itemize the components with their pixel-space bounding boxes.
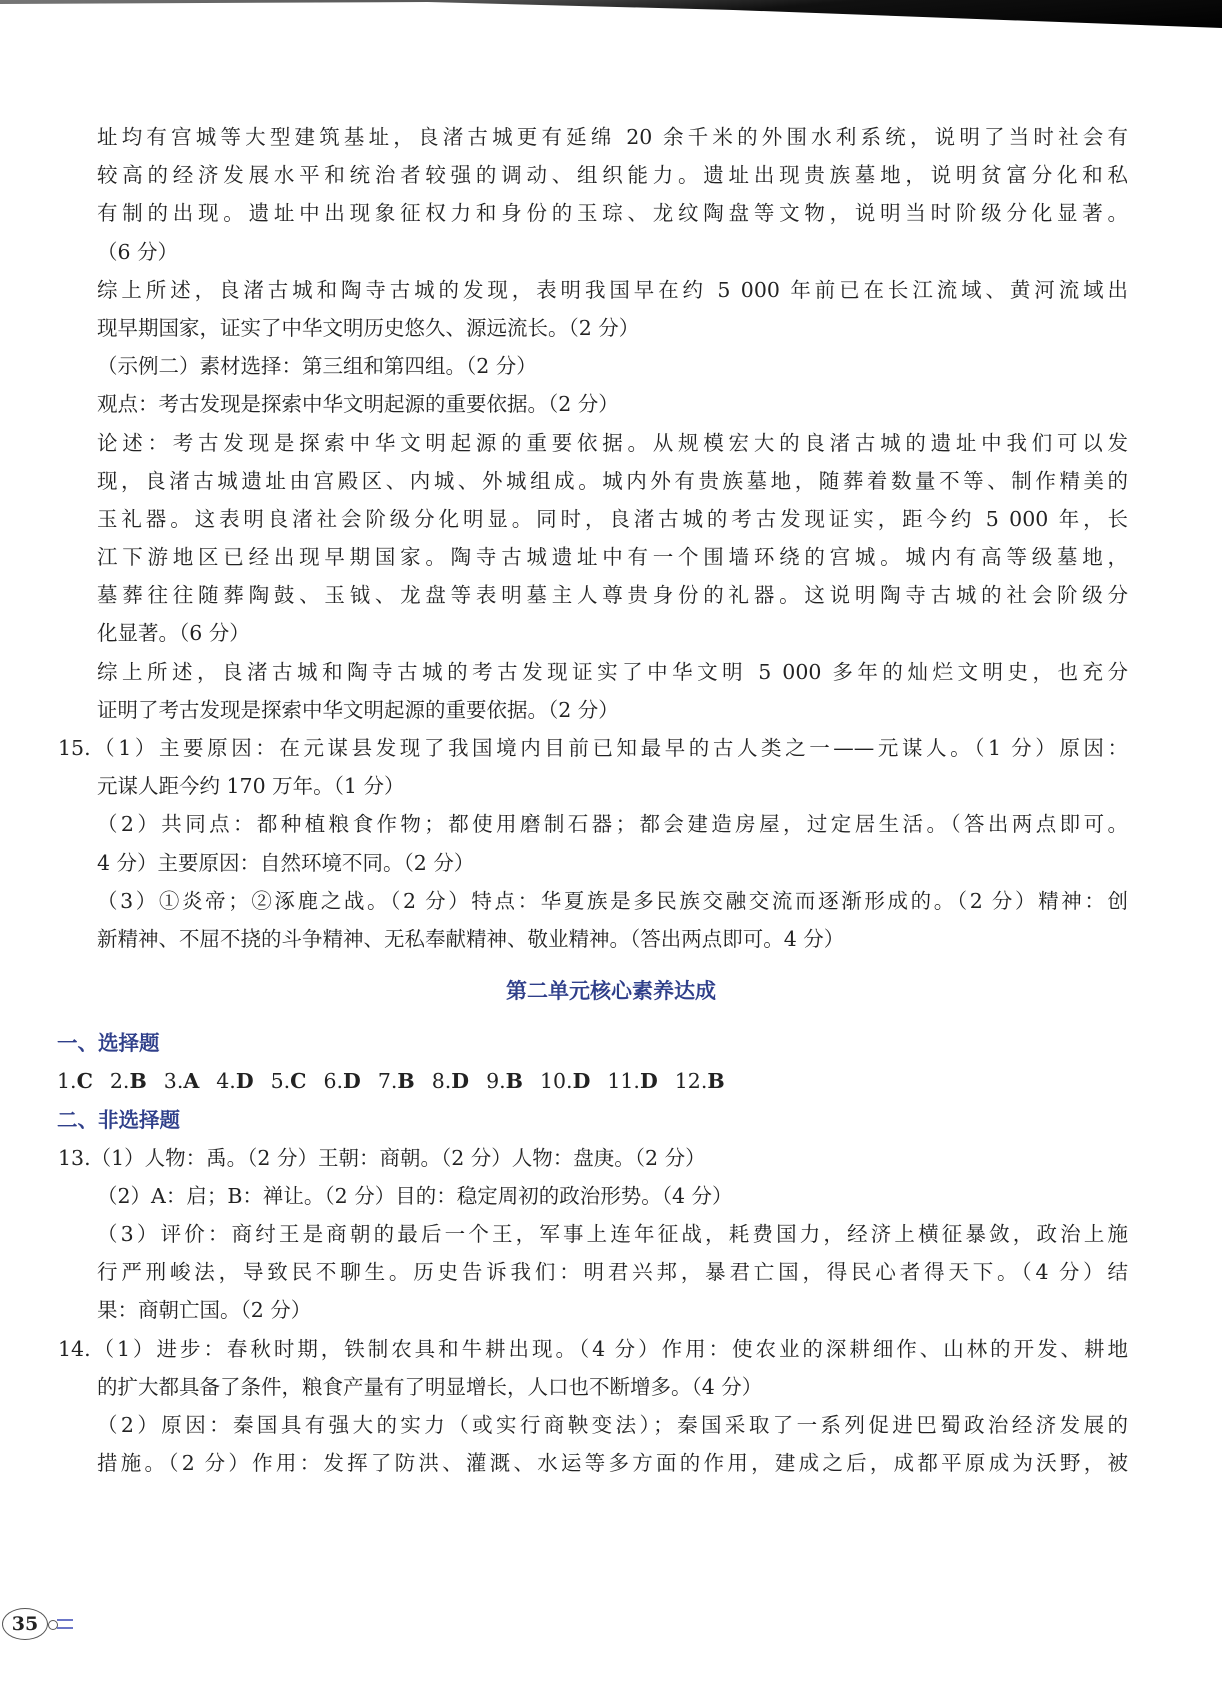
choice-answer — [675, 1069, 725, 1093]
line-text: 的扩大都具备了条件，粮食产量有了明显增长，人口也不断增多。（4 分） — [97, 1374, 763, 1399]
line-text: 较高的经济发展水平和统治者较强的调动、组织能力。遗址出现贵族墓地，说明贫富分化和私 — [97, 163, 1128, 188]
line-text: 现早期国家，证实了中华文明历史悠久、源远流长。（2 分） — [97, 315, 640, 340]
answer-letter: B — [397, 1069, 415, 1094]
answer-letter: D — [639, 1069, 658, 1094]
answer-letter: A — [183, 1069, 200, 1094]
nonchoice-heading-text: 二、非选择题 — [57, 1107, 180, 1132]
answer-letter: B — [707, 1069, 725, 1094]
nonchoice-heading — [0, 1101, 1222, 1139]
text-line — [0, 1177, 1222, 1215]
question-number: 9. — [486, 1069, 506, 1094]
line-text: 化显著。（6 分） — [97, 621, 250, 646]
answer-letter: D — [235, 1069, 254, 1094]
answer-letter: C — [290, 1069, 307, 1094]
line-text: 综上所述，良渚古城和陶寺古城的发现，表明我国早在约 5 000 年前已在长江流域、黄河流域出 — [97, 277, 1128, 302]
line-text: （6 分） — [97, 239, 179, 264]
choice-answers — [0, 1062, 1222, 1100]
question-number: 1. — [57, 1069, 77, 1094]
question-number: 5. — [270, 1069, 291, 1094]
text-line — [0, 1253, 1222, 1291]
question-line — [0, 1139, 1222, 1177]
choice-heading-text: 一、选择题 — [57, 1031, 160, 1056]
text-line — [0, 233, 1222, 271]
line-text: （2）原因：秦国具有强大的实力（或实行商鞅变法）；秦国采取了一系列促进巴蜀政治经济发展的 — [97, 1413, 1128, 1437]
section-title — [0, 958, 1222, 1024]
question-number: 8. — [431, 1069, 452, 1094]
question-number: 11. — [607, 1069, 640, 1094]
text-line — [0, 424, 1222, 462]
answer-letter: D — [451, 1069, 470, 1094]
question-number: 12. — [674, 1069, 708, 1094]
choice-answer — [486, 1069, 523, 1093]
line-text: （2）共同点：都种植粮食作物；都使用磨制石器；都会建造房屋，过定居生活。（答出两点即可。 — [97, 812, 1128, 837]
line-text: 综上所述，良渚古城和陶寺古城的考古发现证实了中华文明 5 000 多年的灿烂文明史，也充分 — [97, 659, 1128, 684]
text-line — [0, 1406, 1222, 1444]
answer-page-content — [0, 118, 1222, 1482]
question-number: 2. — [109, 1069, 130, 1094]
text-line — [0, 194, 1222, 232]
line-text: 论述：考古发现是探索中华文明起源的重要依据。从规模宏大的良渚古城的遗址中我们可以发 — [97, 430, 1128, 455]
question-number: 3. — [163, 1069, 184, 1094]
page-number: 35 — [2, 1608, 48, 1640]
text-line — [0, 1215, 1222, 1253]
text-line — [0, 691, 1222, 729]
line-text: 4 分）主要原因：自然环境不同。（2 分） — [97, 850, 475, 875]
text-line — [0, 614, 1222, 652]
line-text: 元谋人距今约 170 万年。（1 分） — [97, 774, 405, 799]
answer-letter: D — [343, 1069, 361, 1094]
line-text: 15.（1）主要原因：在元谋县发现了我国境内目前已知最早的古人类之一——元谋人。（1 分）原因： — [58, 736, 1128, 760]
text-line — [0, 462, 1222, 500]
line-text: 墓葬往往随葬陶鼓、玉钺、龙盘等表明墓主人尊贵身份的礼器。这说明陶寺古城的社会阶级分 — [97, 583, 1128, 608]
line-text: 观点：考古发现是探索中华文明起源的重要依据。（2 分） — [97, 392, 619, 417]
line-text: 有制的出现。遗址中出现象征权力和身份的玉琮、龙纹陶盘等文物，说明当时阶级分化显著。 — [97, 201, 1128, 226]
line-text: 行严刑峻法，导致民不聊生。历史告诉我们：明君兴邦，暴君亡国，得民心者得天下。（4 分）结 — [97, 1260, 1128, 1285]
text-line — [0, 920, 1222, 958]
choice-answer — [323, 1069, 360, 1093]
text-line — [0, 385, 1222, 423]
text-line — [0, 882, 1222, 920]
choice-answer — [607, 1069, 657, 1093]
line-text: 址均有宫城等大型建筑基址，良渚古城更有延绵 20 余千米的外围水利系统，说明了当时社会有 — [97, 125, 1128, 149]
text-line — [0, 156, 1222, 194]
answer-letter: B — [505, 1069, 523, 1094]
choice-answer — [164, 1069, 199, 1093]
answer-letter: D — [572, 1069, 591, 1094]
choice-answers-row — [57, 1062, 742, 1100]
line-text: 新精神、不屈不挠的斗争精神、无私奉献精神、敬业精神。（答出两点即可。4 分） — [97, 926, 845, 951]
choice-answer — [216, 1069, 253, 1093]
answer-letter: C — [76, 1069, 93, 1094]
line-text: 证明了考古发现是探索中华文明起源的重要依据。（2 分） — [97, 697, 619, 722]
line-text: 13.（1）人物：禹。（2 分）王朝：商朝。（2 分）人物：盘庚。（2 分） — [58, 1145, 706, 1170]
question-number: 10. — [539, 1069, 573, 1094]
line-text: 玉礼器。这表明良渚社会阶级分化明显。同时，良渚古城的考古发现证实，距今约 5 000 年，长 — [97, 506, 1128, 531]
line-text: 14.（1）进步：春秋时期，铁制农具和牛耕出现。（4 分）作用：使农业的深耕细作、山林的开发、耕地 — [58, 1336, 1128, 1361]
choice-answer — [271, 1069, 307, 1093]
text-line — [0, 271, 1222, 309]
line-text: （3）①炎帝；②涿鹿之战。（2 分）特点：华夏族是多民族交融交流而逐渐形成的。（2 分）精神：创 — [97, 888, 1128, 913]
choice-heading — [0, 1024, 1222, 1062]
line-text: （3）评价：商纣王是商朝的最后一个王，军事上连年征战，耗费国力，经济上横征暴敛，政治上施 — [97, 1222, 1128, 1247]
question-number: 6. — [323, 1069, 344, 1094]
text-line — [0, 844, 1222, 882]
choice-answer — [540, 1069, 590, 1093]
text-line — [0, 1368, 1222, 1406]
nonchoice-answers-section — [0, 1139, 1222, 1483]
choice-answer — [432, 1069, 469, 1093]
text-line — [0, 118, 1222, 156]
text-line — [0, 653, 1222, 691]
text-line — [0, 1444, 1222, 1482]
section-title-text: 第二单元核心素养达成 — [506, 979, 716, 1004]
text-line — [0, 1291, 1222, 1329]
question-line — [0, 1330, 1222, 1368]
choice-answer — [110, 1069, 147, 1093]
choice-answer — [378, 1069, 415, 1093]
question-line — [0, 729, 1222, 767]
text-line — [0, 767, 1222, 805]
line-text: 江下游地区已经出现早期国家。陶寺古城遗址中有一个围墙环绕的宫城。城内有高等级墓地， — [97, 545, 1128, 570]
answers-continued-section — [0, 118, 1222, 958]
text-line — [0, 538, 1222, 576]
question-number: 4. — [216, 1069, 236, 1094]
page-number-lines-icon — [57, 1619, 73, 1629]
line-text: 现，良渚古城遗址由宫殿区、内城、外城组成。城内外有贵族墓地，随葬着数量不等、制作精美的 — [97, 468, 1128, 493]
text-line — [0, 500, 1222, 538]
choice-answer — [57, 1069, 93, 1093]
answer-letter: B — [129, 1069, 147, 1094]
line-text: （示例二）素材选择：第三组和第四组。（2 分） — [97, 354, 537, 379]
line-text: 措施。（2 分）作用：发挥了防洪、灌溉、水运等多方面的作用，建成之后，成都平原成为沃野，被 — [97, 1451, 1128, 1476]
question-number: 7. — [377, 1069, 398, 1094]
line-text: 果：商朝亡国。（2 分） — [97, 1298, 312, 1323]
text-line — [0, 805, 1222, 843]
text-line — [0, 309, 1222, 347]
line-text: （2）A：启；B：禅让。（2 分）目的：稳定周初的政治形势。（4 分） — [97, 1183, 733, 1208]
text-line — [0, 576, 1222, 614]
text-line — [0, 347, 1222, 385]
scan-edge-shadow — [0, 0, 1222, 30]
